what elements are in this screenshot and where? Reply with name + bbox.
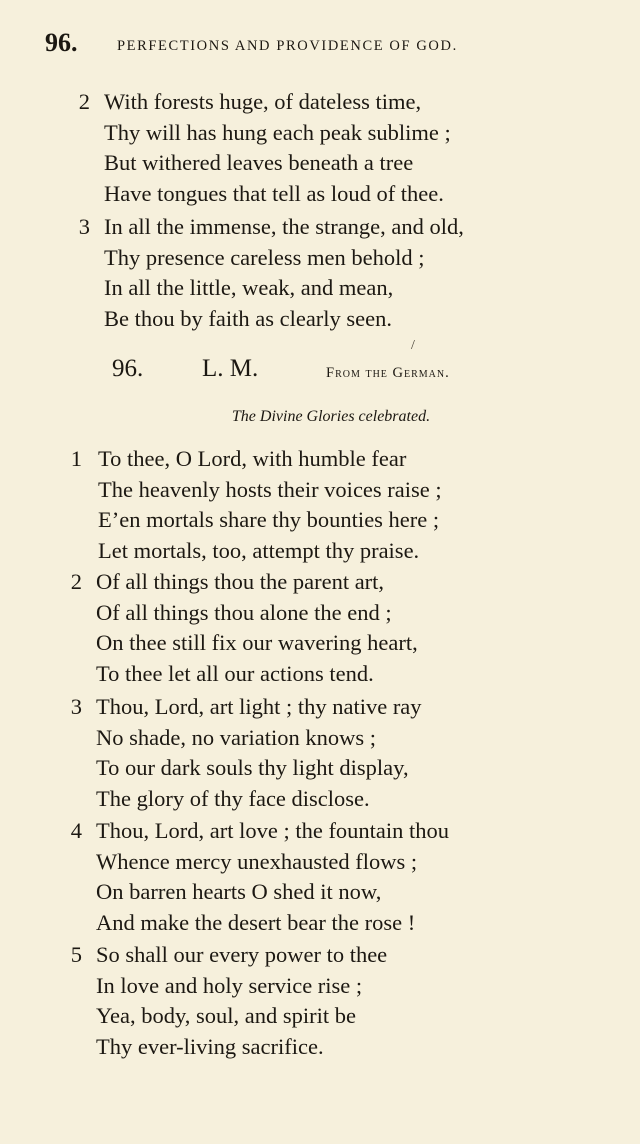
verse-line: Thou, Lord, art light ; thy native ray <box>96 694 422 719</box>
hymn-number: 96. <box>112 355 144 382</box>
verse-line: To thee let all our actions tend. <box>96 660 374 686</box>
verse-line: Whence mercy unexhausted flows ; <box>96 848 418 874</box>
stanza-lines <box>98 444 442 566</box>
stanza-lines <box>96 692 422 814</box>
verse-line: No shade, no variation knows ; <box>96 724 376 750</box>
verse-line: Let mortals, too, attempt thy praise. <box>98 537 420 563</box>
stanza-lines <box>96 567 418 689</box>
verse-line: To our dark souls thy light display, <box>96 755 409 780</box>
stanza-number: 3 <box>78 214 90 239</box>
page-number: 96. <box>45 28 78 57</box>
stanza-number: 2 <box>70 569 82 594</box>
page-header <box>45 28 545 68</box>
verse-line: Yea, body, soul, and spirit be <box>96 1003 356 1028</box>
stanza-number: 2 <box>78 89 90 114</box>
hymn-meter: L. M. <box>202 355 259 382</box>
stanza-lines <box>104 87 451 209</box>
verse-line: On barren hearts O shed it now, <box>96 879 382 904</box>
verse-line: Of all things thou alone the end ; <box>96 599 392 625</box>
hymn-source: From the German. <box>326 365 450 381</box>
verse-line: And make the desert bear the rose ! <box>96 909 416 935</box>
hymn-subtitle-row <box>0 408 640 426</box>
verse-line: So shall our every power to thee <box>96 942 388 967</box>
stanza-number: 3 <box>70 694 82 719</box>
stray-mark: / <box>411 338 415 353</box>
stanza-number: 1 <box>70 446 82 471</box>
verse-line: Be thou by faith as clearly seen. <box>104 305 393 331</box>
running-title: PERFECTIONS AND PROVIDENCE OF GOD. <box>117 38 458 54</box>
verse-line: With forests huge, of dateless time, <box>104 89 422 114</box>
verse-line: On thee still fix our wavering heart, <box>96 630 418 655</box>
stanza-lines <box>96 940 387 1062</box>
verse-line: Thy will has hung each peak sublime ; <box>104 119 451 145</box>
hymn-subtitle: The Divine Glories celebrated. <box>231 408 431 425</box>
verse-line: Have tongues that tell as loud of thee. <box>104 180 444 206</box>
stanza-number: 4 <box>70 818 82 843</box>
verse-line: The glory of thy face disclose. <box>96 785 370 811</box>
verse-line: E’en mortals share thy bounties here ; <box>98 507 440 532</box>
verse-line: The heavenly hosts their voices raise ; <box>98 476 442 502</box>
stanza-lines <box>96 816 449 938</box>
verse-line: Thy ever-living sacrifice. <box>96 1033 324 1059</box>
stanza-lines <box>104 212 464 334</box>
stanza-number: 5 <box>70 942 82 967</box>
verse-line: In love and holy service rise ; <box>96 972 363 998</box>
verse-line: Thy presence careless men behold ; <box>104 244 425 270</box>
hymn-heading <box>112 355 532 395</box>
verse-line: In all the immense, the strange, and old, <box>104 214 464 239</box>
verse-line: Thou, Lord, art love ; the fountain thou <box>96 818 450 843</box>
verse-line: To thee, O Lord, with humble fear <box>98 446 407 471</box>
verse-line: In all the little, weak, and mean, <box>104 275 394 300</box>
verse-line: Of all things thou the parent art, <box>96 569 385 594</box>
verse-line: But withered leaves beneath a tree <box>104 150 414 175</box>
